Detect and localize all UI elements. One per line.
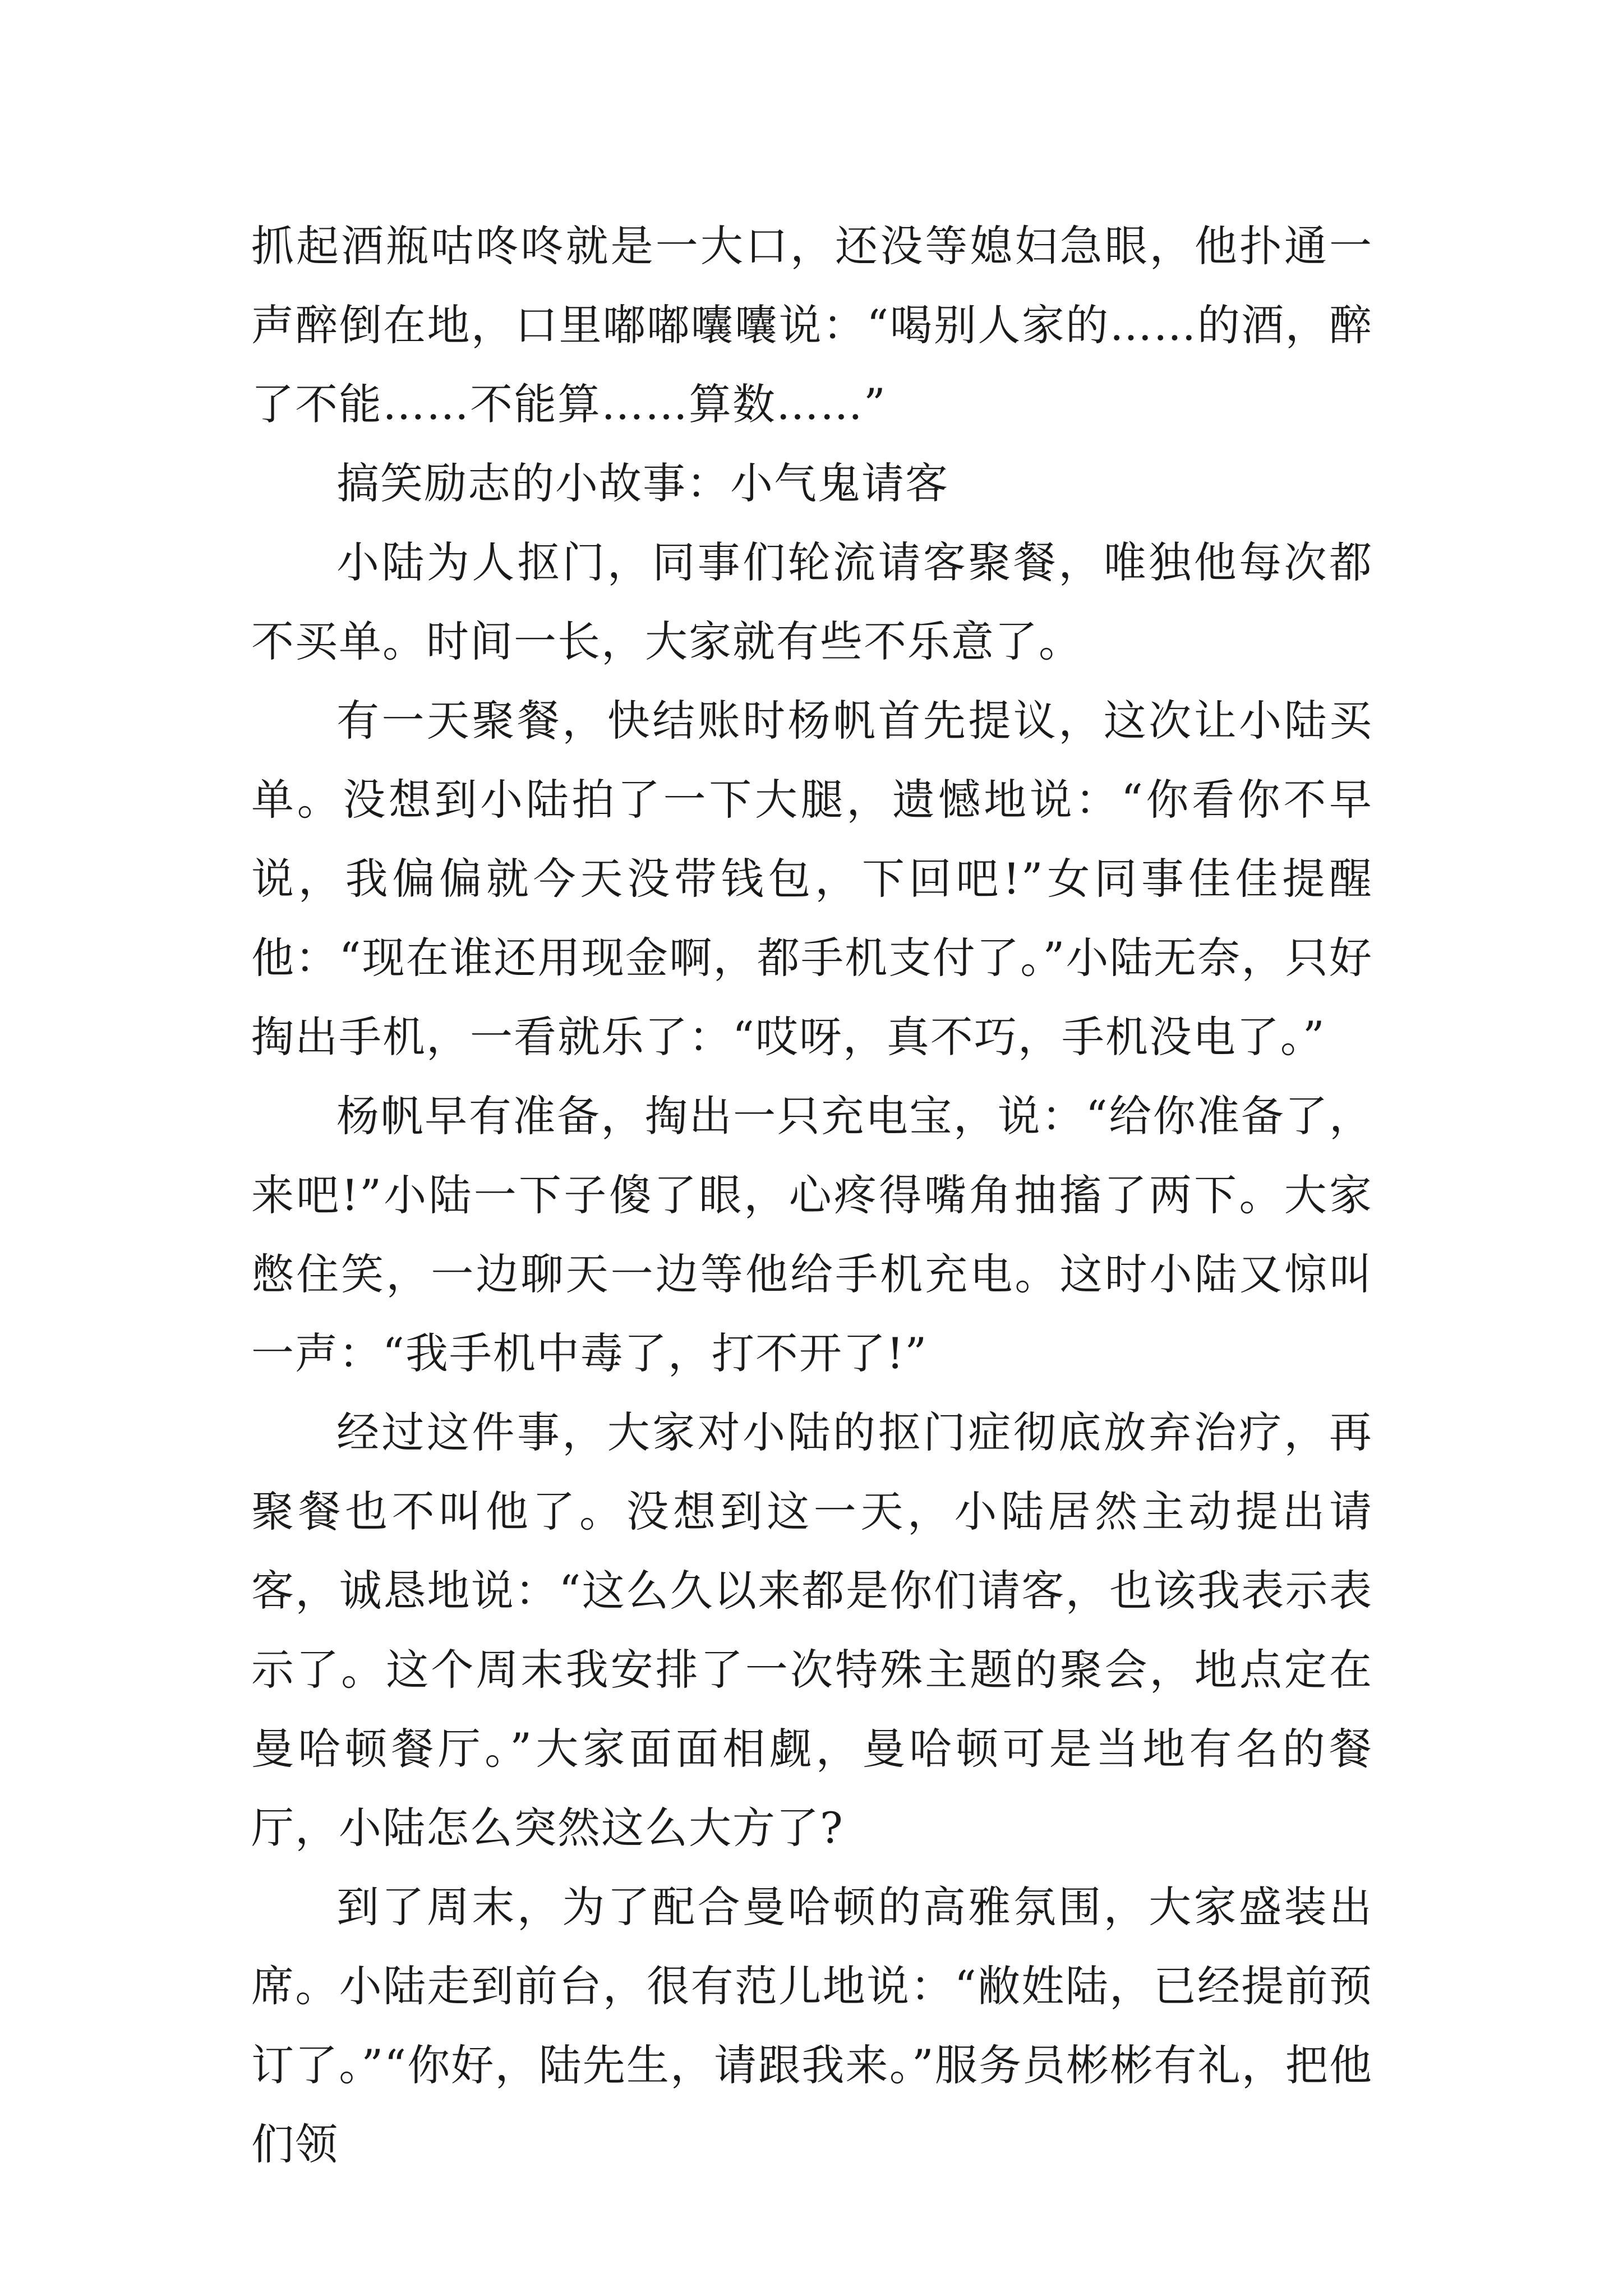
paragraph: 杨帆早有准备，掏出一只充电宝，说：“给你准备了，来吧!”小陆一下子傻了眼，心疼得嘴角抽搐了两下。大家憋住笑，一边聊天一边等他给手机充电。这时小陆又惊叫一声：“我手机中毒了，打不开了!” [251, 1091, 1373, 1378]
paragraph: 有一天聚餐，快结账时杨帆首先提议，这次让小陆买单。没想到小陆拍了一下大腿，遗憾地说：“你看你不早说，我偏偏就今天没带钱包，下回吧!”女同事佳佳提醒他：“现在谁还用现金啊，都手机支付了。”小陆无奈，只好掏出手机，一看就乐了：“哎呀，真不巧，手机没电了。” [251, 696, 1373, 1062]
paragraph: 小陆为人抠门，同事们轮流请客聚餐，唯独他每次都不买单。时间一长，大家就有些不乐意了。 [251, 537, 1373, 666]
paragraph: 经过这件事，大家对小陆的抠门症彻底放弃治疗，再聚餐也不叫他了。没想到这一天，小陆居然主动提出请客，诚恳地说：“这么久以来都是你们请客，也该我表示表示了。这个周末我安排了一次特殊主题的聚会，地点定在曼哈顿餐厅。”大家面面相觑，曼哈顿可是当地有名的餐厅，小陆怎么突然这么大方了? [251, 1407, 1373, 1853]
paragraph-continuation: 抓起酒瓶咕咚咚就是一大口，还没等媳妇急眼，他扑通一声醉倒在地，口里嘟嘟囔囔说：“喝别人家的……的酒，醉了不能……不能算……算数……” [251, 221, 1373, 429]
paragraph: 到了周末，为了配合曼哈顿的高雅氛围，大家盛装出席。小陆走到前台，很有范儿地说：“敝姓陆，已经提前预订了。”“你好，陆先生，请跟我来。”服务员彬彬有礼，把他们领 [251, 1882, 1373, 2169]
document-body [251, 206, 1373, 2184]
story-title: 搞笑励志的小故事：小气鬼请客 [336, 458, 949, 508]
